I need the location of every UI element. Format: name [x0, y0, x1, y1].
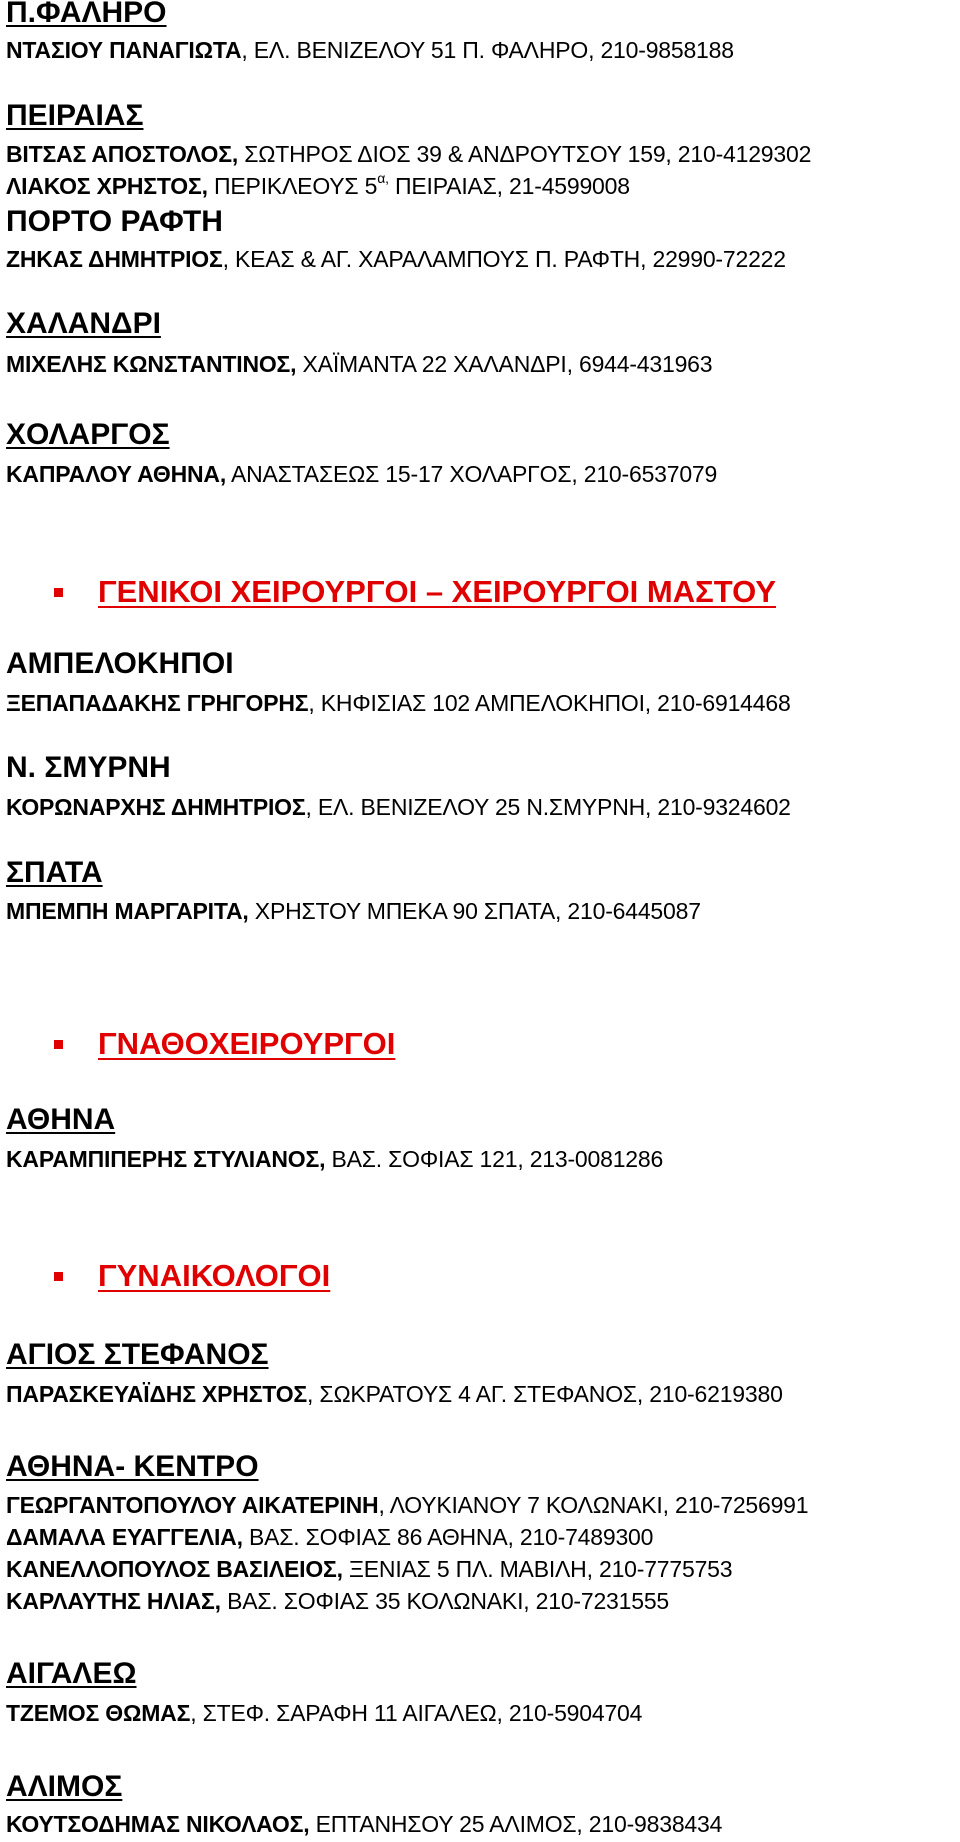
- doctor-address-phone: ΞΕΝΙΑΣ 5 ΠΛ. ΜΑΒΙΛΗ, 210-7775753: [349, 1556, 733, 1582]
- category-label: ΓΥΝΑΙΚΟΛΟΓΟΙ: [98, 1258, 331, 1293]
- doctor-address-phone: ΧΑΪΜΑΝΤΑ 22 ΧΑΛΑΝΔΡΙ, 6944-431963: [302, 351, 713, 377]
- doctor-address-phone: ΑΝΑΣΤΑΣΕΩΣ 15-17 ΧΟΛΑΡΓΟΣ, 210-6537079: [230, 461, 718, 487]
- list-item: ΠΑΡΑΣΚΕΥΑΪΔΗΣ ΧΡΗΣΤΟΣ, ΣΩΚΡΑΤΟΥΣ 4 ΑΓ. ΣΤΕΦΑΝΟΣ, 210-6219380: [6, 1381, 783, 1407]
- area-heading-n-smyrni: Ν. ΣΜΥΡΝΗ: [6, 751, 171, 784]
- doctor-name: ΤΖΕΜΟΣ ΘΩΜΑΣ: [6, 1700, 191, 1726]
- list-item: [6, 460, 717, 488]
- list-item: [6, 1810, 722, 1838]
- doctor-address-phone: ΒΑΣ. ΣΟΦΙΑΣ 35 ΚΟΛΩΝΑΚΙ, 210-7231555: [227, 1588, 670, 1614]
- doctor-name: ΖΗΚΑΣ ΔΗΜΗΤΡΙΟΣ: [6, 246, 223, 272]
- list-item: ΓΕΩΡΓΑΝΤΟΠΟΥΛΟΥ ΑΙΚΑΤΕΡΙΝΗ, ΛΟΥΚΙΑΝΟΥ 7 ΚΟΛΩΝΑΚΙ, 210-7256991: [6, 1492, 809, 1518]
- square-bullet-icon: [54, 1040, 63, 1049]
- list-item: ΤΖΕΜΟΣ ΘΩΜΑΣ, ΣΤΕΦ. ΣΑΡΑΦΗ 11 ΑΙΓΑΛΕΩ, 210-5904704: [6, 1700, 643, 1726]
- doctor-name: ΚΑΝΕΛΛΟΠΟΥΛΟΣ ΒΑΣΙΛΕΙΟΣ,: [6, 1556, 343, 1582]
- category-label: ΓΕΝΙΚΟΙ ΧΕΙΡΟΥΡΓΟΙ – ΧΕΙΡΟΥΡΓΟΙ ΜΑΣΤΟΥ: [98, 574, 777, 609]
- list-item: [6, 1145, 663, 1173]
- doctor-name: ΛΙΑΚΟΣ ΧΡΗΣΤΟΣ,: [6, 173, 208, 199]
- doctor-name: ΜΙΧΕΛΗΣ ΚΩΝΣΤΑΝΤΙΝΟΣ,: [6, 351, 297, 377]
- doctor-address-phone: ΕΛ. ΒΕΝΙΖΕΛΟΥ 51 Π. ΦΑΛΗΡΟ, 210-9858188: [253, 37, 734, 63]
- doctor-name: ΔΑΜΑΛΑ ΕΥΑΓΓΕΛΙΑ,: [6, 1524, 243, 1550]
- doctor-address-phone: ΒΑΣ. ΣΟΦΙΑΣ 86 ΑΘΗΝΑ, 210-7489300: [248, 1524, 654, 1550]
- area-heading-spata: ΣΠΑΤΑ: [6, 856, 103, 889]
- doctor-name: ΒΙΤΣΑΣ ΑΠΟΣΤΟΛΟΣ,: [6, 141, 239, 167]
- doctor-name: ΚΟΥΤΣΟΔΗΜΑΣ ΝΙΚΟΛΑΟΣ,: [6, 1811, 310, 1837]
- doctor-name: ΚΑΡΑΜΠΙΠΕΡΗΣ ΣΤΥΛΙΑΝΟΣ,: [6, 1146, 326, 1172]
- category-gynecologists: [54, 1258, 330, 1294]
- list-item: ΞΕΠΑΠΑΔΑΚΗΣ ΓΡΗΓΟΡΗΣ, ΚΗΦΙΣΙΑΣ 102 ΑΜΠΕΛΟΚΗΠΟΙ, 210-6914468: [6, 690, 791, 716]
- area-heading-ampelokipoi: ΑΜΠΕΛΟΚΗΠΟΙ: [6, 647, 234, 680]
- area-heading-aigaleo: ΑΙΓΑΛΕΩ: [6, 1657, 137, 1690]
- doctor-name: ΚΑΠΡΑΛΟΥ ΑΘΗΝΑ,: [6, 461, 227, 487]
- doctor-name: ΝΤΑΣΙΟΥ ΠΑΝΑΓΙΩΤΑ: [6, 37, 242, 63]
- doctor-address-phone: ΚΕΑΣ & ΑΓ. ΧΑΡΑΛΑΜΠΟΥΣ Π. ΡΑΦΤΗ, 22990-72222: [235, 246, 786, 272]
- doctor-address: ΠΕΡΙΚΛΕΟΥΣ 5: [214, 173, 378, 199]
- area-heading-peiraias: ΠΕΙΡΑΙΑΣ: [6, 99, 144, 132]
- doctor-address-phone: ΕΠΤΑΝΗΣΟΥ 25 ΑΛΙΜΟΣ, 210-9838434: [315, 1811, 723, 1837]
- address-superscript: α,: [377, 170, 389, 187]
- category-label: ΓΝΑΘΟΧΕΙΡΟΥΡΓΟΙ: [98, 1026, 396, 1061]
- list-item: [6, 1555, 732, 1583]
- area-heading-agios-stefanos: ΑΓΙΟΣ ΣΤΕΦΑΝΟΣ: [6, 1338, 269, 1371]
- area-heading-p-faliro: Π.ΦΑΛΗΡΟ: [6, 0, 167, 29]
- doctor-address-phone: ΕΛ. ΒΕΝΙΖΕΛΟΥ 25 Ν.ΣΜΥΡΝΗ, 210-9324602: [317, 794, 791, 820]
- square-bullet-icon: [54, 1272, 63, 1281]
- area-heading-chalandri: ΧΑΛΑΝΔΡΙ: [6, 307, 161, 340]
- area-heading-porto-rafti: ΠΟΡΤΟ ΡΑΦΤΗ: [6, 205, 223, 238]
- doctor-address-phone: ΒΑΣ. ΣΟΦΙΑΣ 121, 213-0081286: [331, 1146, 664, 1172]
- doctor-address-phone: ΚΗΦΙΣΙΑΣ 102 ΑΜΠΕΛΟΚΗΠΟΙ, 210-6914468: [320, 690, 791, 716]
- doctor-name: ΚΑΡΛΑΥΤΗΣ ΗΛΙΑΣ,: [6, 1588, 221, 1614]
- area-heading-athina: ΑΘΗΝΑ: [6, 1103, 116, 1136]
- area-heading-athina-kentro: ΑΘΗΝΑ- ΚΕΝΤΡΟ: [6, 1450, 259, 1483]
- doctor-name: ΞΕΠΑΠΑΔΑΚΗΣ ΓΡΗΓΟΡΗΣ: [6, 690, 309, 716]
- list-item: [6, 897, 701, 925]
- doctor-name: ΓΕΩΡΓΑΝΤΟΠΟΥΛΟΥ ΑΙΚΑΤΕΡΙΝΗ: [6, 1492, 379, 1518]
- doctor-address-phone: ΣΩΤΗΡΟΣ ΔΙΟΣ 39 & ΑΝΔΡΟΥΤΣΟΥ 159, 210-4129302: [244, 141, 812, 167]
- list-item: [6, 350, 712, 378]
- doctor-name: ΠΑΡΑΣΚΕΥΑΪΔΗΣ ΧΡΗΣΤΟΣ: [6, 1381, 308, 1407]
- list-item: [6, 140, 811, 168]
- list-item: ΚΟΡΩΝΑΡΧΗΣ ΔΗΜΗΤΡΙΟΣ, ΕΛ. ΒΕΝΙΖΕΛΟΥ 25 Ν.ΣΜΥΡΝΗ, 210-9324602: [6, 794, 791, 820]
- list-item: [6, 1587, 669, 1615]
- list-item: [6, 172, 630, 200]
- doctor-name: ΜΠΕΜΠΗ ΜΑΡΓΑΡΙΤΑ,: [6, 898, 249, 924]
- doctor-address-phone: ΠΕΙΡΑΙΑΣ, 21-4599008: [388, 173, 630, 199]
- list-item: [6, 1523, 653, 1551]
- category-oral-surgeons: [54, 1026, 395, 1062]
- doctor-address-phone: ΛΟΥΚΙΑΝΟΥ 7 ΚΟΛΩΝΑΚΙ, 210-7256991: [389, 1492, 809, 1518]
- list-item: ΖΗΚΑΣ ΔΗΜΗΤΡΙΟΣ, ΚΕΑΣ & ΑΓ. ΧΑΡΑΛΑΜΠΟΥΣ Π. ΡΑΦΤΗ, 22990-72222: [6, 246, 786, 272]
- area-heading-alimos: ΑΛΙΜΟΣ: [6, 1770, 123, 1803]
- doctor-address-phone: ΣΩΚΡΑΤΟΥΣ 4 ΑΓ. ΣΤΕΦΑΝΟΣ, 210-6219380: [319, 1381, 783, 1407]
- square-bullet-icon: [54, 588, 63, 597]
- doctor-address-phone: ΧΡΗΣΤΟΥ ΜΠΕΚΑ 90 ΣΠΑΤΑ, 210-6445087: [254, 898, 701, 924]
- doctor-name: ΚΟΡΩΝΑΡΧΗΣ ΔΗΜΗΤΡΙΟΣ: [6, 794, 306, 820]
- list-item: ΝΤΑΣΙΟΥ ΠΑΝΑΓΙΩΤΑ, ΕΛ. ΒΕΝΙΖΕΛΟΥ 51 Π. ΦΑΛΗΡΟ, 210-9858188: [6, 37, 734, 63]
- area-heading-cholargos: ΧΟΛΑΡΓΟΣ: [6, 418, 170, 451]
- category-general-surgeons: [54, 574, 776, 610]
- doctor-address-phone: ΣΤΕΦ. ΣΑΡΑΦΗ 11 ΑΙΓΑΛΕΩ, 210-5904704: [202, 1700, 643, 1726]
